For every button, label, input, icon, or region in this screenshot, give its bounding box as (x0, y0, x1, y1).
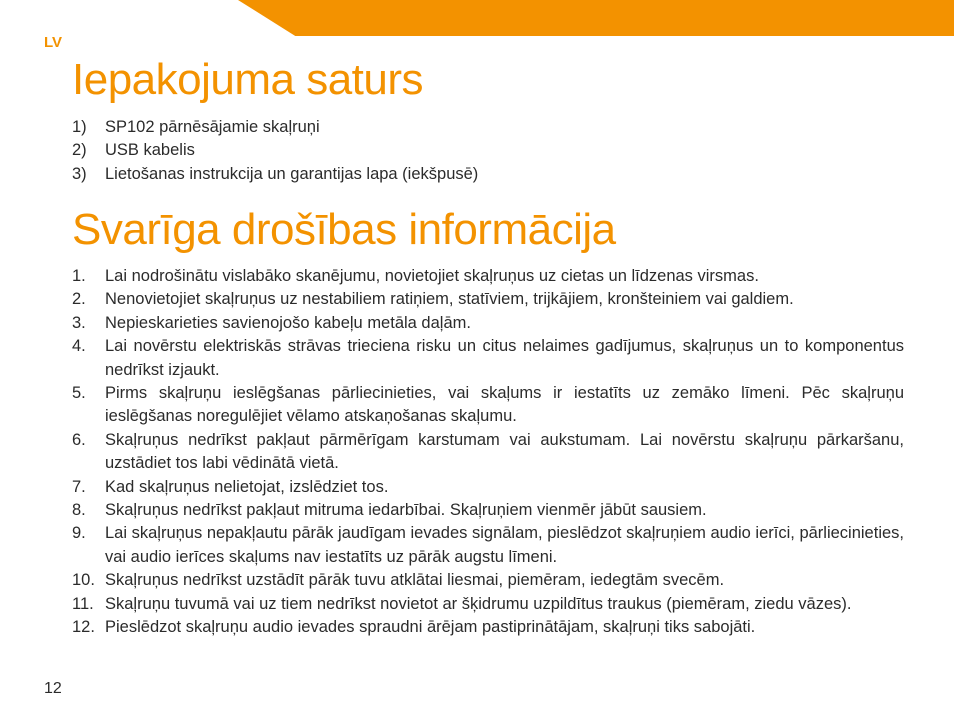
item-number: 1. (72, 267, 86, 285)
list-item (72, 288, 904, 311)
item-text: Lai nodrošinātu vislabāko skanējumu, novietojiet skaļruņus uz cietas un līdzenas virsmas. (105, 267, 759, 285)
list-item (72, 429, 904, 476)
list-item (72, 616, 904, 639)
item-number: 8. (72, 501, 86, 520)
list-item (72, 382, 904, 429)
item-text: Nepieskarieties savienojošo kabeļu metāla daļām. (105, 313, 471, 332)
item-text: Pieslēdzot skaļruņu audio ievades spraudni ārējam pastiprinātājam, skaļruņi tiks sabojāti. (105, 618, 756, 637)
item-number: 10. (72, 571, 95, 590)
item-number: 7. (72, 477, 86, 496)
item-text: Nenovietojiet skaļruņus uz nestabiliem ratiņiem, statīviem, trijkājiem, kronšteiniem vai galdiem. (105, 290, 794, 309)
safety-info-list (72, 265, 904, 640)
item-text: Skaļruņus nedrīkst uzstādīt pārāk tuvu atklātai liesmai, piemēram, iedegtām svecēm. (105, 571, 725, 590)
list-item (72, 499, 904, 522)
list-item (72, 163, 904, 186)
item-text: Lietošanas instrukcija un garantijas lapa (iekšpusē) (105, 164, 479, 183)
list-item (72, 593, 904, 616)
section-title-package-contents: Iepakojuma saturs (72, 55, 424, 104)
package-contents-list (72, 116, 904, 186)
item-text: Skaļruņus nedrīkst pakļaut mitruma iedarbībai. Skaļruņiem vienmēr jābūt sausiem. (105, 501, 707, 520)
item-text: Skaļruņus nedrīkst pakļaut pārmērīgam karstumam vai aukstumam. Lai novērstu skaļruņu pārkaršanu, uzstādiet tos labi vēdinātā vietā. (105, 430, 904, 473)
list-item (72, 522, 904, 569)
item-number: 11. (72, 594, 94, 613)
item-number: 3) (72, 164, 87, 183)
item-number: 2) (72, 141, 87, 160)
item-text: Lai skaļruņus nepakļautu pārāk jaudīgam ievades signālam, pieslēdzot skaļruņiem audio ierīci, pārliecinieties, vai audio ierīces skaļums nav iestatīts uz pārāk augstu līmeni. (105, 524, 904, 566)
list-item (72, 116, 904, 139)
list-item (72, 139, 904, 162)
list-item (72, 312, 904, 335)
item-number: 12. (72, 618, 95, 637)
item-text: Lai novērstu elektriskās strāvas trieciena risku un citus nelaimes gadījumus, skaļruņus un to komponentus nedrīkst izjaukt. (105, 337, 904, 379)
item-number: 1) (72, 118, 87, 136)
item-number: 3. (72, 313, 86, 332)
item-number: 6. (72, 430, 86, 449)
list-item (72, 569, 904, 592)
list-item (72, 265, 904, 288)
item-number: 5. (72, 384, 86, 403)
list-item (72, 335, 904, 382)
item-number: 9. (72, 524, 86, 543)
list-item (72, 476, 904, 499)
section-title-safety-info: Svarīga drošības informācija (72, 205, 616, 254)
item-number: 2. (72, 290, 86, 309)
page-number: 12 (44, 680, 62, 697)
item-text: Skaļruņu tuvumā vai uz tiem nedrīkst novietot ar šķidrumu uzpildītus traukus (piemēram, ziedu vāzes). (105, 594, 852, 613)
item-text: Kad skaļruņus nelietojat, izslēdziet tos. (105, 477, 389, 496)
item-text: Pirms skaļruņu ieslēgšanas pārliecinieties, vai skaļums ir iestatīts uz zemāko līmeni. Pēc skaļruņu ieslēgšanas noregulējiet vēlamo atskaņošanas skaļumu. (105, 384, 904, 426)
header-accent-band (238, 0, 954, 36)
language-code: LV (44, 34, 63, 51)
item-text: SP102 pārnēsājamie skaļruņi (105, 118, 320, 136)
item-text: USB kabelis (105, 141, 195, 160)
item-number: 4. (72, 337, 86, 356)
